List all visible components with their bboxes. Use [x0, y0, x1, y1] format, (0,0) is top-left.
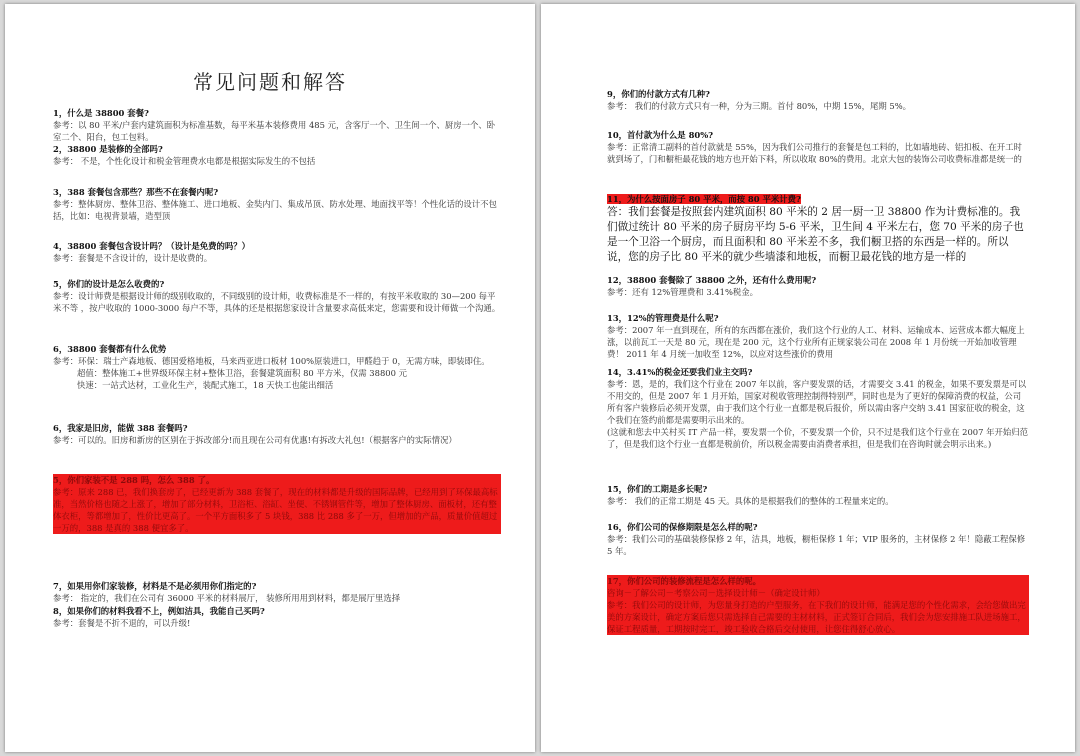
- question: 10，首付款为什么是 80%?: [607, 130, 714, 140]
- answer: 参考：2007 年一直到现在，所有的东西都在涨价，我们这个行业的人工、材料、运输成本、运营成本都大幅度上涨，以前瓦工一天是 80 元，现在是 200 元，这个行业所有正规家装公司在 2008 年 1 月份统一开始加收管理费！ 2011 年 4 月统一加收至 12%，以应对这些涨价的费用: [607, 325, 1025, 359]
- faq-item-13: [607, 312, 1029, 360]
- answer: 参考：我们公司的基础装修保修 2 年，洁具，地板，橱柜保修 1 年；VIP 服务的，主材保修 2 年！隐蔽工程保修 5 年。: [607, 534, 1026, 556]
- answer-detail: 超值：整体施工+世界级环保主材+整体卫浴，套餐建筑面积 80 平方米，仅需 38800 元: [77, 368, 407, 378]
- answer: 参考：正常清工副料的首付款就是 55%，因为我们公司推行的套餐是包工料的，比如墙地砖、铝扣板、在开工时就到场了，门和橱柜最花钱的地方也开始下料，所以收取 80%的费用。北京大包的装饰公司收费标准都是统一的: [607, 142, 1022, 164]
- faq-item-8-highlighted: [53, 474, 501, 534]
- answer-detail: 参考：我们公司的设计师，为您量身打造的户型服务，在下我们的设计师，能满足您的个性化需求，会给您做出完美的方案设计，确定方案后您只需选择自己需要的主材材料，正式签订合同后，我们会为您安排施工队进场施工，保证工程质量，工期按时完工，竣工验收合格后交付使用，让您住得舒心放心。: [607, 600, 1026, 634]
- faq-item-16: [607, 521, 1029, 557]
- answer: 参考：可以的。旧房和新房的区别在于拆改部分!而且现在公司有优惠!有拆改大礼包!（根据客户的实际情况）: [53, 435, 457, 445]
- answer: 参考：恩，是的，我们这个行业在 2007 年以前，客户要发票的话，才需要交 3.41 的税金，如果不要发票是可以不用交的，但是 2007 年 1 月开始，国家对税收管理控制得特别严，同时也是为了更好的保障消费的权益，公司所有客户装修后必须开发票，由于我们这个行业一直都是税后报价，所以需由客户交纳 3.41 国家征收的税金，这个我们在签约前都是需要明示出来的。: [607, 379, 1027, 425]
- question: 17，你们公司的装修流程是怎么样的呢。: [607, 576, 762, 586]
- question: 7，如果用你们家装修，材料是不是必须用你们指定的?: [53, 581, 257, 591]
- answer: 参考：以 80 平米/户套内建筑面积为标准基数，每平米基本装修费用 485 元，含客厅一个、卫生间一个、厨房一个、卧室二个、阳台，包工包料。: [53, 120, 496, 142]
- faq-item-6: [53, 343, 501, 391]
- answer: 参考： 指定的，我们在公司有 36000 平米的材料展厅， 装修所用用到材料，都是展厅里选择: [53, 593, 401, 603]
- faq-item-4: [53, 240, 501, 264]
- faq-item-11: [607, 193, 1029, 265]
- answer-detail: 快速：一站式达材，工业化生产，装配式施工，18 天快工也能出细活: [77, 380, 334, 390]
- question: 2，38800 是装修的全部吗?: [53, 144, 163, 154]
- answer: 参考：环保：瑞士产森地板、德国爱格地板，马来西亚进口板材 100%原装进口，甲醛趋于 0，无需方味，即装即住。: [53, 356, 490, 366]
- question: 4，38800 套餐包含设计吗？（设计是免费的吗？）: [53, 241, 251, 251]
- faq-item-10: [53, 605, 501, 629]
- answer: 参考：套餐是不折不退的，可以升级!: [53, 618, 191, 628]
- question: 14，3.41%的税金还要我们业主交吗?: [607, 367, 753, 377]
- faq-item-7: [53, 422, 501, 446]
- answer: 参考：套餐是不含设计的，设计是收费的。: [53, 253, 213, 263]
- faq-item-9: [607, 88, 1029, 112]
- right-page: [541, 4, 1075, 752]
- faq-item-1: [53, 107, 501, 143]
- answer: 参考： 我们的付款方式只有一种，分为三期。首付 80%，中期 15%，尾期 5%。: [607, 101, 912, 111]
- question: 1，什么是 38800 套餐?: [53, 108, 149, 118]
- answer: 参考：原来 288 已，我们换套房了，已经更新为 388 套餐了，现在的材料都是升级的国际品牌，已经用到了环保最高标准，当然价格也随之上涨了，增加了部分材料，卫浴柜、浴缸、坐便、不锈钢管件等，增加了整体厨房、面板材，还有整体衣柜，等都增加了，性价比更高了。一个平方面积多了 5 块钱，388 比 288 多了一万，但增加的产品，质量价值超过一万的，388 是真的 388 便宜多了。: [53, 487, 498, 533]
- faq-item-17-highlighted: [607, 575, 1029, 635]
- question: 9，你们的付款方式有几种?: [607, 89, 710, 99]
- faq-item-9: [53, 580, 501, 604]
- question: 8，如果你们的材料我看不上，例如洁具，我能自己买吗?: [53, 606, 265, 616]
- faq-item-12: [607, 274, 1029, 298]
- question: 6，38800 套餐都有什么优势: [53, 344, 167, 354]
- answer: 参考：还有 12%管理费和 3.41%税金。: [607, 287, 759, 297]
- left-page: [5, 4, 535, 752]
- question-highlighted: 11，为什么按面房子 80 平米，而按 80 平米计费?: [607, 194, 801, 204]
- answer: 参考：设计师费是根据设计师的级别收取的，不同级别的设计师，收费标准是不一样的，有按平米收取的 30—200 每平米不等 ，按户收取的 1000-3000 每户不等，具体的还是根据您家设计含量要求高低来定，您需要和设计师做一个沟通。: [53, 291, 501, 313]
- question: 3，388 套餐包含那些？那些不在套餐内呢?: [53, 187, 219, 197]
- question: 12，38800 套餐除了 38800 之外，还有什么费用呢?: [607, 275, 817, 285]
- faq-item-10: [607, 129, 1029, 165]
- faq-item-2: [53, 143, 501, 167]
- question: 5，你们的设计是怎么收费的?: [53, 279, 165, 289]
- question: 16，你们公司的保修期限是怎么样的呢?: [607, 522, 758, 532]
- faq-item-5: [53, 278, 501, 314]
- question: 5，你们家装不是 288 吗，怎么 388 了。: [53, 475, 215, 485]
- faq-item-3: [53, 186, 501, 222]
- question: 15，你们的工期是多长呢?: [607, 484, 708, 494]
- question: 6，我家是旧房，能做 388 套餐吗?: [53, 423, 188, 433]
- page-title: 常见问题和解答: [193, 70, 347, 94]
- question: 13，12%的管理费是什么呢?: [607, 313, 719, 323]
- answer: 答：我们套餐是按照套内建筑面积 80 平米的 2 居一厨一卫 38800 作为计费标准的。我们做过统计 80 平米的房子厨房平均 5-6 平米，卫生间 4 平米左右，您 70 平米的房子也是一个卫浴一个厨房，而且面积和 80 平米差不多，我们橱卫搭的东西是一样的。所以说，您的房子比 80 平米的就少些墙漆和地板，而橱卫最花钱的地方是一样的: [607, 206, 1024, 263]
- answer: 参考：整体厨房、整体卫浴、整体施工、进口地板、金奘内门、集成吊顶、防水处理、地面找平等！个性化话的设计不包括，比如：电视背景墙，造型顶: [53, 199, 497, 221]
- answer-note: (这就和您去中关村买 IT 产品一样，要发票一个价，不要发票一个价，只不过是我们这个行业在 2007 年开始归范了，但是我们这个行业一直都是税前价，所以税金需要由消费者承担，但是我们在咨询时就会明示出来。): [607, 427, 1028, 449]
- faq-item-14: [607, 366, 1029, 450]
- answer: 参考： 我们的正常工期是 45 天。具体的是根据我们的整体的工程量来定的。: [607, 496, 894, 506]
- answer: 咨询－了解公司－考察公司－选择设计师－（确定设计师）: [607, 588, 825, 598]
- faq-item-15: [607, 483, 1029, 507]
- answer: 参考： 不是，个性化设计和税金管理费水电都是根据实际发生的不包括: [53, 156, 316, 166]
